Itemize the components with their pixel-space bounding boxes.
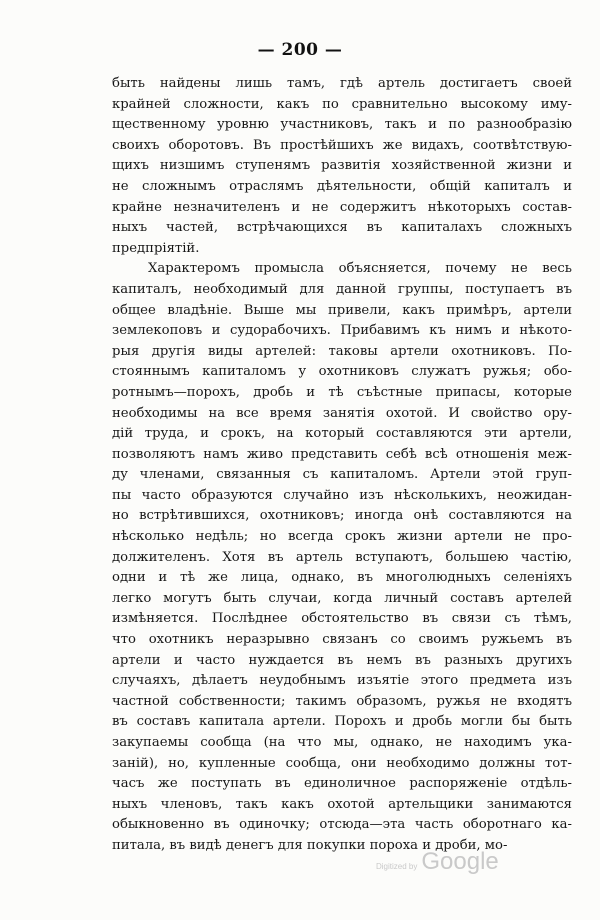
text-line: ныхъ частей, встрѣчающихся въ капиталахъ сложныхъ	[112, 220, 572, 236]
text-line: землекоповъ и судорабочихъ. Прибавимъ къ нимъ и нѣкото-	[112, 323, 572, 339]
text-line: пы часто образуются случайно изъ нѣсколькихъ, неожидан-	[112, 487, 572, 503]
text-line: крайней сложности, какъ по сравнительно высокому иму-	[112, 96, 572, 112]
text-line: измѣняется. Послѣднее обстоятельство въ связи съ тѣмъ,	[112, 611, 572, 627]
text-line: ду членами, связанныя съ капиталомъ. Артели этой груп-	[112, 467, 572, 483]
text-line: позволяютъ намъ живо представить себѣ всѣ отношенія меж-	[112, 446, 572, 462]
text-line: щественному уровню участниковъ, такъ и по разнообразію	[112, 117, 572, 133]
text-line: быть найдены лишь тамъ, гдѣ артель достигаетъ своей	[112, 76, 572, 91]
text-line: часъ же поступать въ единоличное распоряженіе отдѣль-	[112, 776, 572, 792]
text-line: въ составъ капитала артели. Порохъ и дробь могли бы быть	[112, 714, 572, 730]
digitized-by-google-watermark	[376, 848, 499, 876]
text-line: не сложнымъ отраслямъ дѣятельности, общій капиталъ и	[112, 178, 572, 194]
text-line: своихъ оборотовъ. Въ простѣйшихъ же видахъ, соотвѣтствую-	[112, 137, 572, 153]
text-line: обыкновенно въ одиночку; отсюда—эта часть оборотнаго ка-	[112, 817, 572, 833]
text-line: но встрѣтившихся, охотниковъ; иногда онѣ составляются на	[112, 508, 572, 524]
text-line: случаяхъ, дѣлаетъ неудобнымъ изъятіе этого предмета изъ	[112, 673, 572, 689]
text-line: рыя другія виды артелей: таковы артели охотниковъ. По-	[112, 343, 572, 359]
text-line: крайне незначителенъ и не содержитъ нѣкоторыхъ состав-	[112, 199, 572, 215]
text-line: частной собственности; такимъ образомъ, ружья не входятъ	[112, 693, 572, 709]
text-line: ротнымъ—порохъ, дробь и тѣ съѣстные припасы, которые	[112, 384, 572, 400]
text-line: закупаемы сообща (на что мы, однако, не находимъ ука-	[112, 735, 572, 750]
page-number: — 200 —	[257, 40, 343, 60]
text-line: заній), но, купленные сообща, они необходимо должны тот-	[112, 755, 572, 771]
text-line: предпріятій.	[112, 240, 200, 256]
text-line: необходимы на все время занятія охотой. И свойство ору-	[112, 405, 572, 421]
text-line: стояннымъ капиталомъ у охотниковъ служатъ ружья; обо-	[112, 364, 572, 380]
text-line: должителенъ. Хотя въ артель вступаютъ, большею частію,	[112, 549, 572, 565]
text-line: что охотникъ неразрывно связанъ со своимъ ружьемъ въ	[112, 632, 572, 648]
text-line: щихъ низшимъ ступенямъ развитія хозяйственной жизни и	[112, 158, 572, 174]
text-line: легко могутъ быть случаи, когда личный составъ артелей	[112, 590, 572, 606]
text-line: артели и часто нуждается въ немъ въ разныхъ другихъ	[112, 652, 572, 668]
text-line: общее владѣніе. Выше мы привели, какъ примѣръ, артели	[112, 302, 572, 318]
text-line: нѣсколько недѣль; но всегда срокъ жизни артели не про-	[112, 529, 572, 545]
watermark-brand: Google	[421, 848, 499, 875]
text-line: ныхъ членовъ, такъ какъ охотой артельщики занимаются	[112, 796, 572, 812]
text-line: питала, въ видѣ денегъ для покупки пороха и дроби, мо-	[112, 837, 508, 853]
text-line: капиталъ, необходимый для данной группы, поступаетъ въ	[112, 281, 572, 297]
text-line: дій труда, и срокъ, на который составляются эти артели,	[112, 426, 572, 442]
text-line: одни и тѣ же лица, однако, въ многолюдныхъ селеніяхъ	[112, 570, 572, 586]
text-line: Характеромъ промысла объясняется, почему не весь	[148, 261, 572, 277]
watermark-prefix: Digitized by	[376, 862, 418, 871]
body-text	[112, 74, 572, 857]
